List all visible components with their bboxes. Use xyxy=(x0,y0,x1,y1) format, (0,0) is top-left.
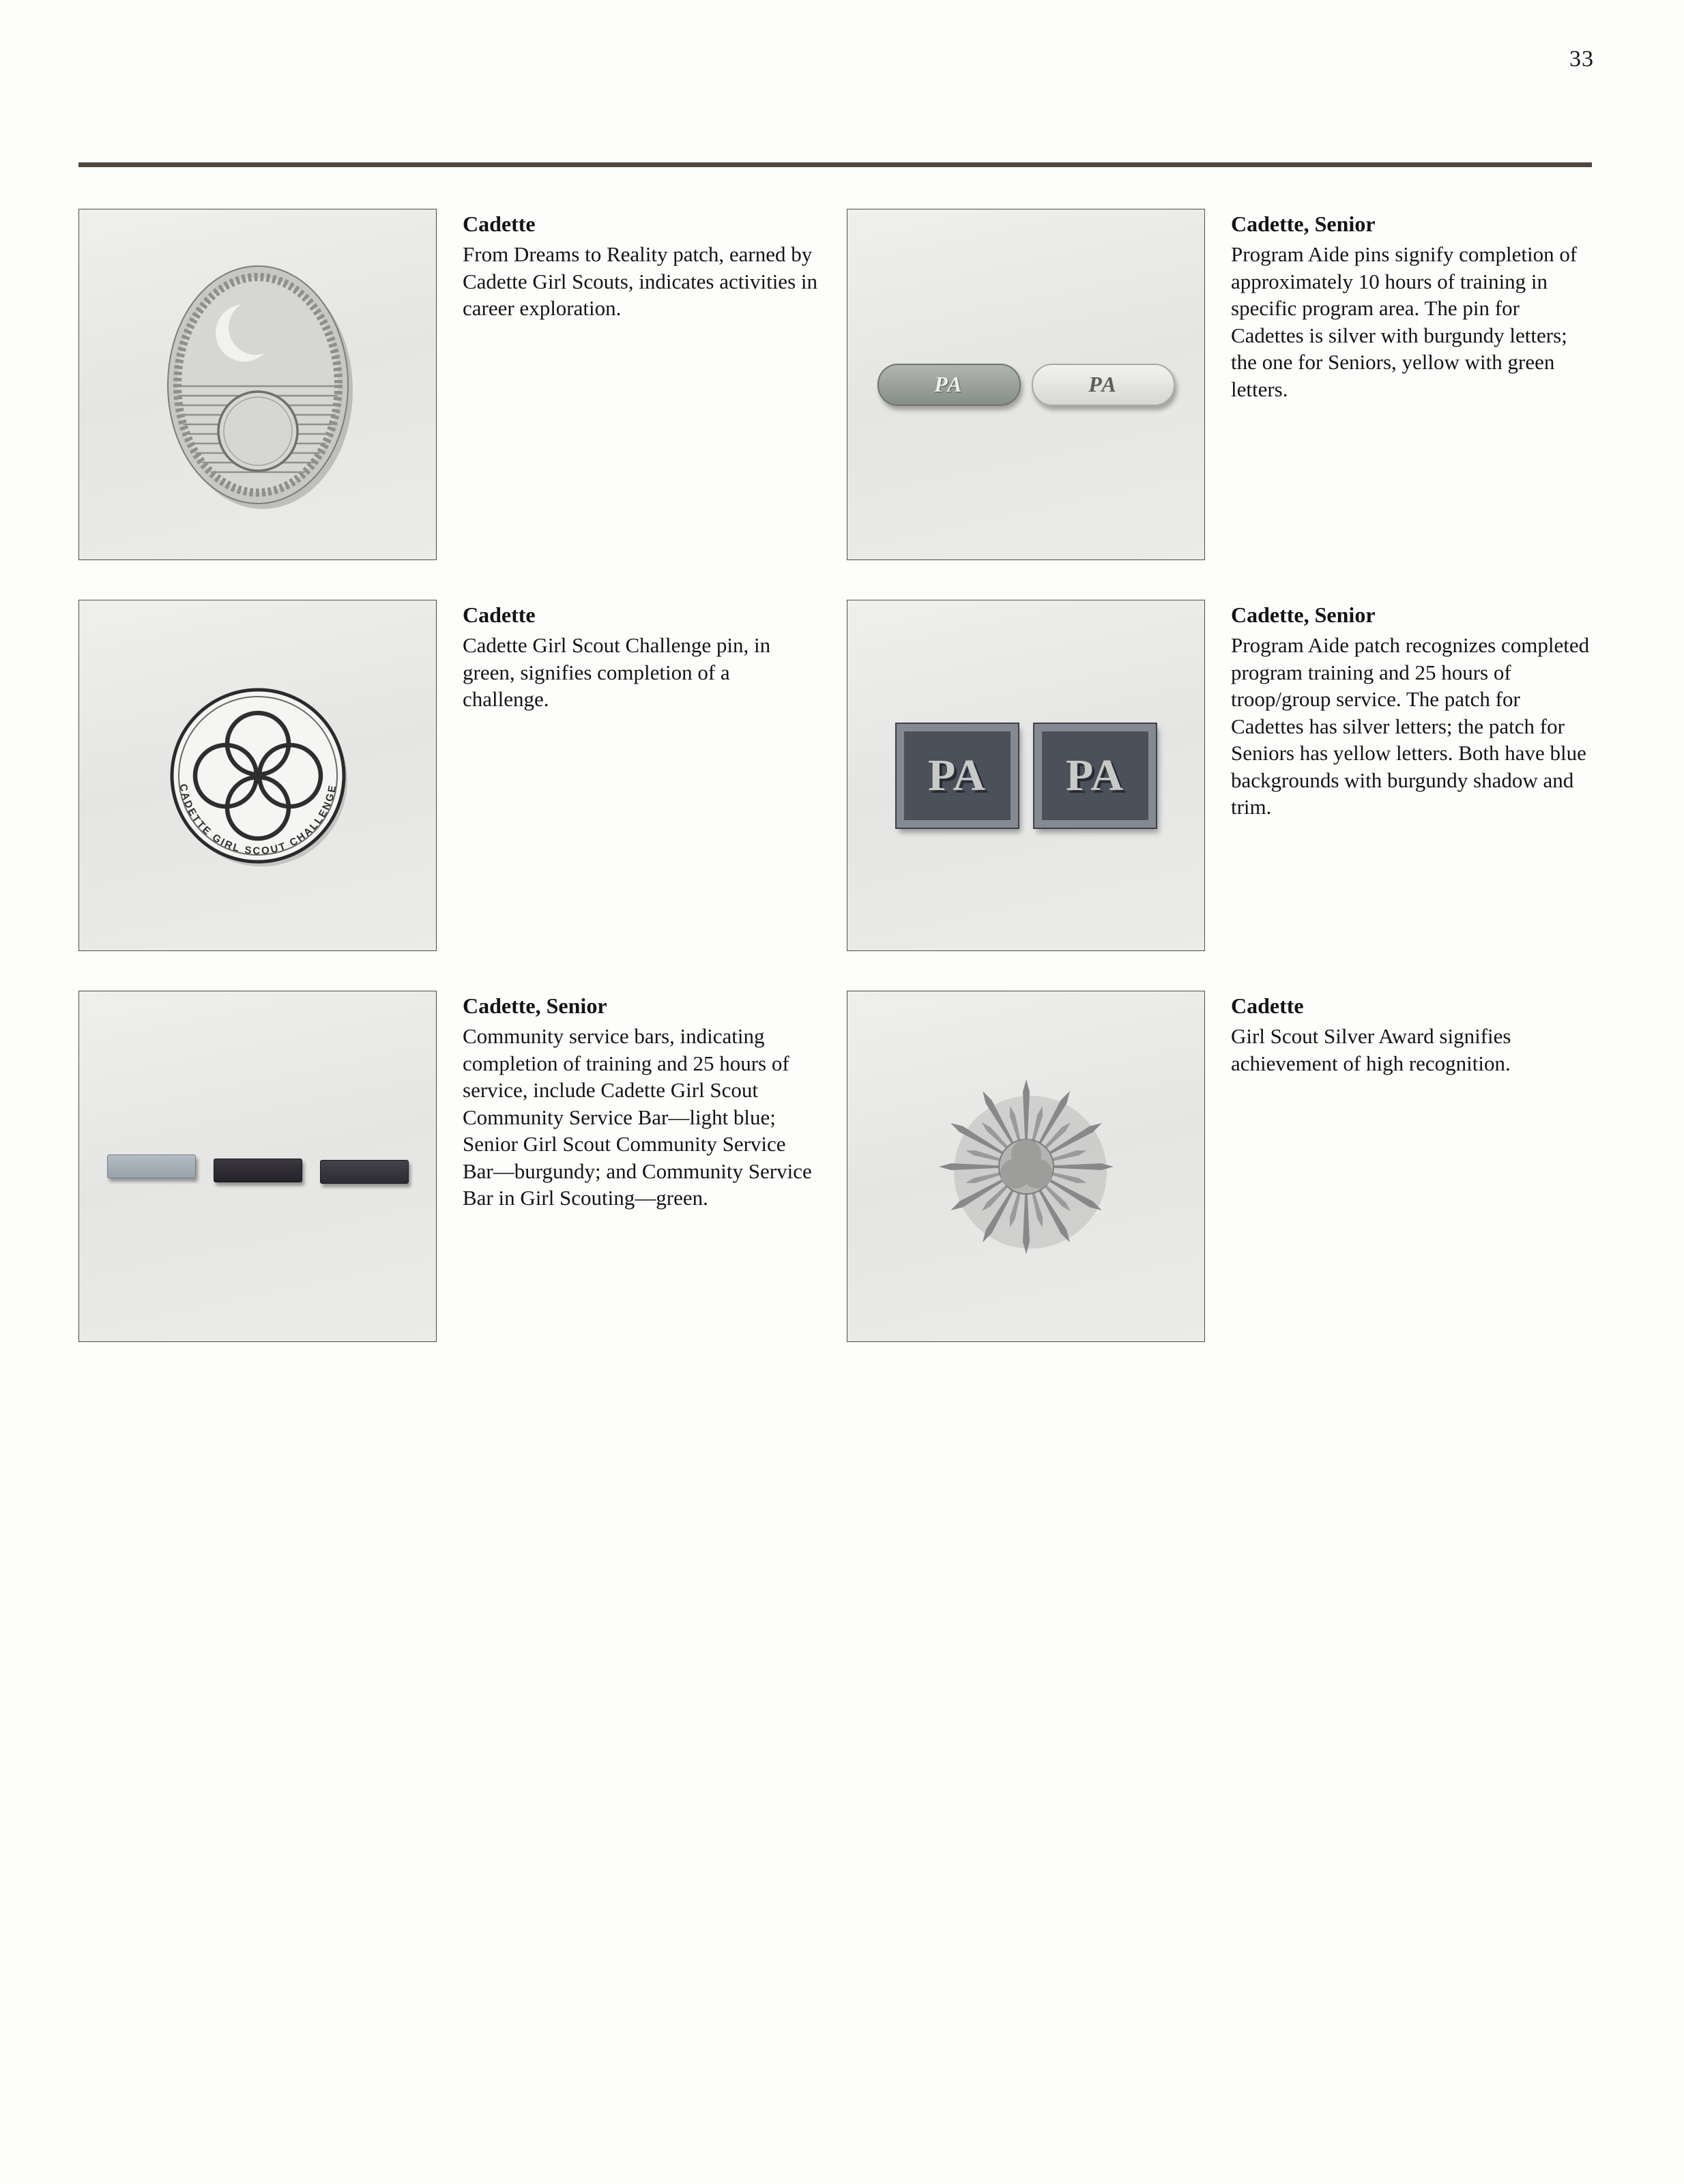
recognitions-grid xyxy=(78,209,1596,1342)
entry-heading: Cadette, Senior xyxy=(1231,212,1376,236)
entry-heading: Cadette xyxy=(1231,993,1304,1018)
challenge-pin-figure xyxy=(78,600,437,951)
entry-pa-patches xyxy=(1231,600,1596,951)
entry-body: Community service bars, indicating completion of training and 25 hours of service, include Cadette Girl Scout Community Service Bar—light blue; Senior Girl Scout Community Service Bar—burgundy; and Community Service Bar in Girl Scouting—green. xyxy=(463,1024,812,1210)
entry-body: Cadette Girl Scout Challenge pin, in green, signifies completion of a challenge. xyxy=(463,633,771,711)
page-number: 33 xyxy=(1569,46,1594,72)
entry-heading: Cadette, Senior xyxy=(463,993,607,1018)
entry-body: Girl Scout Silver Award signifies achievement of high recognition. xyxy=(1231,1024,1511,1075)
entry-pa-pins xyxy=(1231,209,1596,560)
silver-award-icon xyxy=(910,1051,1142,1283)
service-bar-cadette xyxy=(107,1154,196,1178)
pa-pin-senior xyxy=(1032,364,1175,406)
pa-patch-cadette-label: PA xyxy=(927,750,987,800)
pa-patches-figure xyxy=(847,600,1205,951)
pa-patch-cadette xyxy=(897,724,1018,828)
pa-pin-cadette-label: PA xyxy=(934,372,963,396)
challenge-pin-ring-text: CADETTE GIRL SCOUT CHALLENGE xyxy=(177,783,338,857)
service-bars-figure xyxy=(78,991,437,1342)
pa-patch-senior-label: PA xyxy=(1065,750,1124,800)
pa-patch-senior xyxy=(1034,724,1156,828)
entry-silver-award xyxy=(1231,991,1596,1342)
entry-body: From Dreams to Reality patch, earned by Cadette Girl Scouts, indicates activities in career exploration. xyxy=(463,242,817,320)
entry-heading: Cadette xyxy=(463,602,536,627)
service-bar-girl-scouting xyxy=(320,1160,409,1184)
entry-service-bars xyxy=(463,991,821,1342)
challenge-pin-icon xyxy=(145,663,371,888)
entry-challenge-pin xyxy=(463,600,821,951)
entry-body: Program Aide patch recognizes completed program training and 25 hours of troop/group service. The patch for Cadettes has silver letters; the patch for Seniors has yellow letters. Both have blue backgrounds with burgundy shadow and trim. xyxy=(1231,633,1590,819)
dreams-to-reality-patch-icon xyxy=(149,242,367,528)
divider-rule xyxy=(78,162,1592,167)
dreams-patch-figure xyxy=(78,209,437,560)
entry-heading: Cadette, Senior xyxy=(1231,602,1376,627)
entry-heading: Cadette xyxy=(463,212,536,236)
entry-dreams-patch xyxy=(463,209,821,560)
pa-patches-icon xyxy=(897,724,1156,828)
silver-award-figure xyxy=(847,991,1205,1342)
pa-pins-icon xyxy=(877,364,1175,406)
pa-pins-figure xyxy=(847,209,1205,560)
pa-pin-senior-label: PA xyxy=(1088,372,1118,396)
service-bar-senior xyxy=(214,1159,302,1182)
entry-body: Program Aide pins signify completion of approximately 10 hours of training in specific program area. The pin for Cadettes is silver with burgundy letters; the one for Seniors, yellow with green letters. xyxy=(1231,242,1578,401)
service-bars-icon xyxy=(107,1159,409,1182)
pa-pin-cadette xyxy=(877,364,1021,406)
